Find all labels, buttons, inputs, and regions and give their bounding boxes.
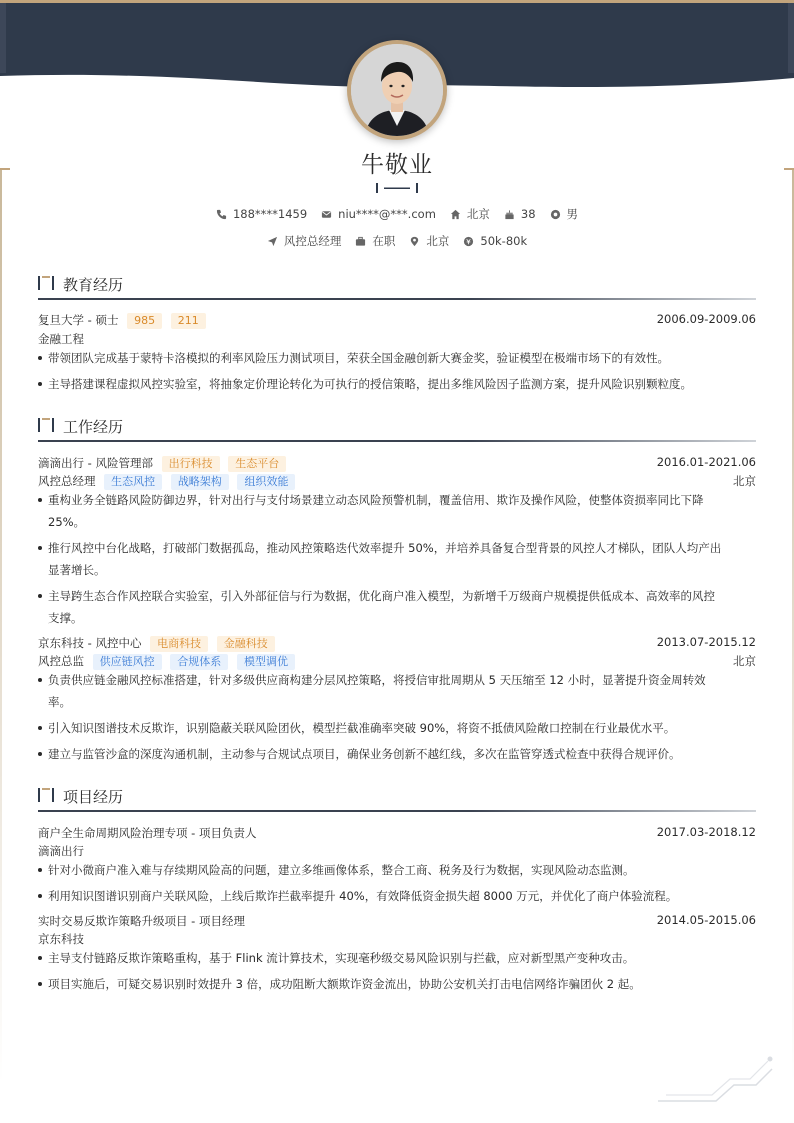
education-bullet: 主导搭建课程虚拟风控实验室，将抽象定价理论转化为可执行的授信策略，提出多维风险因子监测方案，提升风险识别颗粒度。 xyxy=(38,373,748,395)
status-item: 在职 xyxy=(355,233,395,249)
job-bullet: 负责供应链金融风控标准搭建，针对多级供应商构建分层风控策略，将授信审批周期从 5 天压缩至 12 小时，显著提升资金周转效 xyxy=(38,669,748,691)
gender-item: 男 xyxy=(550,206,579,222)
candidate-name: 牛敬业 xyxy=(361,152,433,178)
position-tag: 生态风控 xyxy=(104,474,162,490)
project-bullet: 利用知识图谱识别商户关联风险，上线后欺诈拦截率提升 40%，有效降低资金损失超 8000 万元，并优化了商户体验流程。 xyxy=(38,885,748,907)
section-marker-icon xyxy=(38,418,54,432)
left-decor-line xyxy=(0,170,2,1083)
cake-icon xyxy=(504,209,515,220)
job-bullet: 推行风控中台化战略，打破部门数据孤岛，推动风控策略迭代效率提升 50%，并培养具备复合型背景的风控人才梯队，团队人均产出 xyxy=(38,537,748,559)
section-marker-icon xyxy=(38,788,54,802)
project-date: 2014.05-2015.06 xyxy=(656,913,756,927)
contact-info-row xyxy=(0,206,794,222)
project-name-role: 实时交易反欺诈策略升级项目 - 项目经理 xyxy=(38,914,245,928)
company-tag: 电商科技 xyxy=(150,636,208,652)
company-department: 滴滴出行 - 风险管理部 xyxy=(38,456,153,470)
project-org: 京东科技 xyxy=(38,932,84,946)
job-date: 2013.07-2015.12 xyxy=(656,635,756,649)
job-date: 2016.01-2021.06 xyxy=(656,455,756,469)
job-city: 北京 xyxy=(733,474,756,488)
briefcase-icon xyxy=(355,236,366,247)
school-degree: 复旦大学 - 硕士 xyxy=(38,313,119,327)
project-bullet: 针对小微商户准入难与存续期风险高的问题，建立多维画像体系，整合工商、税务及行为数据，实现风险动态监测。 xyxy=(38,859,748,881)
name-divider-ornament xyxy=(376,183,418,193)
section-rule xyxy=(38,810,756,812)
education-entry-header xyxy=(38,312,756,329)
job-bullet-continuation: 显著增长。 xyxy=(48,563,106,577)
target-position-item: 风控总经理 xyxy=(267,233,342,249)
company-tag: 金融科技 xyxy=(217,636,275,652)
money-icon xyxy=(463,236,474,247)
education-title: 教育经历 xyxy=(63,276,124,294)
avatar xyxy=(347,40,447,140)
home-icon xyxy=(450,209,461,220)
project-bullet: 主导支付链路反欺诈策略重构，基于 Flink 流计算技术，实现毫秒级交易风险识别与拦截，应对新型黑产变种攻击。 xyxy=(38,947,748,969)
email-item: niu****@***.com xyxy=(321,206,436,222)
salary-item: 50k-80k xyxy=(463,233,527,249)
company-tag: 出行科技 xyxy=(162,456,220,472)
mail-icon xyxy=(321,209,332,220)
target-city-item: 北京 xyxy=(409,233,449,249)
gender-icon xyxy=(550,209,561,220)
age-item: 38 xyxy=(504,206,536,222)
job-position-row xyxy=(38,653,756,670)
job-bullet-continuation: 25%。 xyxy=(48,515,86,529)
job-bullet: 建立与监管沙盒的深度沟通机制，主动参与合规试点项目，确保业务创新不越红线，多次在监管穿透式检查中获得合规评价。 xyxy=(38,743,748,765)
avatar-photo xyxy=(351,44,443,136)
projects-section-header xyxy=(38,786,756,810)
job-position: 风控总经理 xyxy=(38,474,96,488)
work-title: 工作经历 xyxy=(63,418,124,436)
job-bullet-continuation: 率。 xyxy=(48,695,71,709)
project-name-role: 商户全生命周期风险治理专项 - 项目负责人 xyxy=(38,826,257,840)
company-department: 京东科技 - 风控中心 xyxy=(38,636,142,650)
job-bullet: 重构业务全链路风险防御边界，针对出行与支付场景建立动态风险预警机制，覆盖信用、欺诈及操作风险，使整体资损率同比下降 xyxy=(38,489,748,511)
position-tag: 合规体系 xyxy=(170,654,228,670)
send-icon xyxy=(267,236,278,247)
section-rule xyxy=(38,440,756,442)
education-section-header xyxy=(38,274,756,298)
section-rule xyxy=(38,298,756,300)
position-tag: 模型调优 xyxy=(237,654,295,670)
job-header xyxy=(38,455,756,472)
school-tag: 985 xyxy=(127,313,162,329)
job-bullet: 主导跨生态合作风控联合实验室，引入外部征信与行为数据，优化商户准入模型，为新增千万级商户规模提供低成本、高效率的风控 xyxy=(38,585,748,607)
phone-icon xyxy=(216,209,227,220)
company-tag: 生态平台 xyxy=(228,456,286,472)
job-position-row xyxy=(38,473,756,490)
work-section-header xyxy=(38,416,756,440)
job-intent-row xyxy=(0,233,794,249)
job-header xyxy=(38,635,756,652)
project-org: 滴滴出行 xyxy=(38,844,84,858)
school-tag: 211 xyxy=(171,313,206,329)
hometown-item: 北京 xyxy=(450,206,490,222)
project-bullet: 项目实施后，可疑交易识别时效提升 3 倍，成功阻断大额欺诈资金流出，协助公安机关打击电信网络诈骗团伙 2 起。 xyxy=(38,973,748,995)
section-marker-icon xyxy=(38,276,54,290)
person-photo-icon xyxy=(351,44,443,136)
phone-item: 188****1459 xyxy=(216,206,307,222)
projects-title: 项目经历 xyxy=(63,788,124,806)
position-tag: 供应链风控 xyxy=(93,654,162,670)
job-position: 风控总监 xyxy=(38,654,84,668)
project-date: 2017.03-2018.12 xyxy=(656,825,756,839)
education-date: 2006.09-2009.06 xyxy=(656,312,756,326)
project-header xyxy=(38,913,756,929)
corner-line-ornament xyxy=(656,1045,776,1105)
job-bullet-continuation: 支撑。 xyxy=(48,611,83,625)
location-pin-icon xyxy=(409,236,420,247)
job-bullet: 引入知识图谱技术反欺诈，识别隐蔽关联风险团伙，模型拦截准确率突破 90%，将资不抵债风险敞口控制在行业最优水平。 xyxy=(38,717,748,739)
project-header xyxy=(38,825,756,841)
job-city: 北京 xyxy=(733,654,756,668)
education-major: 金融工程 xyxy=(38,332,84,346)
education-bullet: 带领团队完成基于蒙特卡洛模拟的利率风险压力测试项目，荣获全国金融创新大赛金奖，验证模型在极端市场下的有效性。 xyxy=(38,347,748,369)
position-tag: 组织效能 xyxy=(237,474,295,490)
position-tag: 战略架构 xyxy=(171,474,229,490)
